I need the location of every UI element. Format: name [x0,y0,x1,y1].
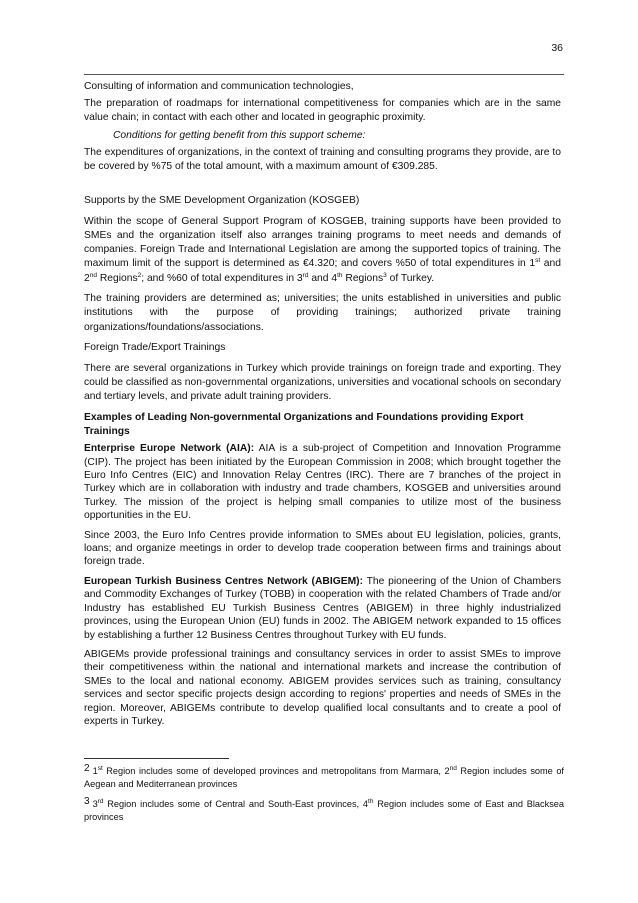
footnote-ref-3: 3 [383,271,387,279]
footnote-rule [84,758,229,759]
aia-text: AIA is a sub-project of Competition and Innovation Programme (CIP). The project has been initiated by the European Commission in 2008; which brought together the Euro Info Centres (EIC) and Innovation Relay Centres (IRC). There are 7 branches of the project in Turkey which are in collaboration with industry and trade chambers, KOSGEB and universities around Turkey. The mission of the project is helping small companies to utilize most of the business opportunities in the EU. [84,443,561,522]
superscript-rd: rd [302,271,309,279]
footnote-3 [84,795,564,824]
footnote-2-a: 1 [92,766,98,776]
kosgeb-text-f: Regions [342,272,384,284]
page-number: 36 [551,42,563,54]
footnote-3-b: Region includes some of Central and South-East provinces, 4 [103,799,369,809]
paragraph-expenditures: The expenditures of organizations, in the context of training and consulting programs they provide, are to be covered by %75 of the total amount, with a maximum amount of €309.285. [84,146,561,173]
paragraph-roadmaps: The preparation of roadmaps for international competitiveness for companies which are in the same value chain; in contact with each other and located in geographic proximity. [84,98,561,124]
paragraph-euro-info-centres: Since 2003, the Euro Info Centres provide information to SMEs about EU legislation, policies, grants, loans; and organize meetings in order to develop trade cooperation between firms and trainings about foreign trade. [84,529,561,568]
abigem-text: The pioneering of the Union of Chambers and Commodity Exchanges of Turkey (TOBB) in cooperation with the related Chambers of Trade and/or Industry has established EU Turkish Business Centres (ABIGEM) in three highly industrialized provinces, using the European Union (EU) funds in 2002. The ABIGEM network expanded to 15 offices by establishing a further 12 Business Centres throughout Turkey with EU funds. [84,575,561,641]
superscript-st: st [535,257,541,265]
kosgeb-text-a: Within the scope of General Support Program of KOSGEB, training supports have been provided to SMEs and the organization itself also arranges training programs to meet needs and demands of companies. Foreign Trade and International Legislation are among the supported topics of training. The maximum limit of the support is determined as €4.320; and covers %50 of total expenditures in 1 [84,215,561,270]
footnote-ref-2: 2 [137,271,142,279]
header-rule [84,74,564,75]
paragraph-enterprise-europe-network [84,442,561,522]
paragraph-consulting: Consulting of information and communication technologies, [84,81,354,92]
kosgeb-text-b: and 2 [84,258,561,284]
kosgeb-text-d: ; and %60 of total expenditures in 3 [141,272,303,284]
footnote-3-a: 3 [92,799,98,809]
superscript-nd: nd [89,271,97,279]
footnote-3-sup-th: th [368,798,374,805]
paragraph-kosgeb [84,215,561,286]
paragraph-training-providers-line2: organizations/foundations/associations. [84,321,264,333]
footnotes [84,762,564,828]
footnote-2 [84,762,564,791]
paragraph-organizations: There are several organizations in Turkey which provide trainings on foreign trade and exporting. They could be classified as non-governmental organizations, universities and vocational schools on secondary and tertiary levels, and private adult training providers. [84,362,561,403]
kosgeb-text-c: Regions [96,272,138,284]
section-heading-foreign-trade: Foreign Trade/Export Trainings [84,342,226,354]
kosgeb-text-g: of Turkey. [386,272,435,284]
footnote-2-c: Region includes some of Aegean and Mediterranean provinces [84,766,564,789]
section-heading-kosgeb: Supports by the SME Development Organization (KOSGEB) [84,195,360,207]
section-heading-examples [84,411,561,439]
kosgeb-text-e: and 4 [308,272,338,284]
footnote-2-sup-st: st [97,765,103,772]
footnote-2-mark: 2 [84,763,90,774]
footnote-2-sup-nd: nd [449,765,457,772]
abigem-heading: European Turkish Business Centres Network (ABIGEM): [84,575,364,587]
paragraph-conditions-heading [84,129,561,143]
conditions-heading-text: Conditions for getting benefit from this support scheme: [113,129,366,141]
paragraph-abigem-services: ABIGEMs provide professional trainings and consultancy services in order to assist SMEs to improve their competitiveness within the national and international markets and increase the contribution of SMEs to the local and national economy. ABIGEM provides services such as training, consultancy services and sector specific projects design according to regions' properties and needs of SMEs in the region. Moreover, ABIGEMs contribute to develop qualified local consultants and to create a pool of experts in Turkey. [84,648,561,727]
paragraph-training-providers-line1: The training providers are determined as; universities; the units established in universities and public institutions with the purpose of providing trainings; authorized private training [84,293,561,319]
aia-heading: Enterprise Europe Network (AIA): [84,443,255,455]
document-body [84,80,561,734]
superscript-th: th [337,271,343,279]
examples-heading-text: Examples of Leading Non-governmental Organizations and Foundations providing Export Trainings [84,411,524,438]
footnote-2-b: Region includes some of developed provinces and metropolitans from Marmara, 2 [102,766,450,776]
footnote-3-mark: 3 [84,796,90,807]
footnote-3-sup-rd: rd [97,798,104,805]
footnote-3-c: Region includes some of East and Blacksea provinces [84,799,565,822]
paragraph-abigem [84,575,561,642]
